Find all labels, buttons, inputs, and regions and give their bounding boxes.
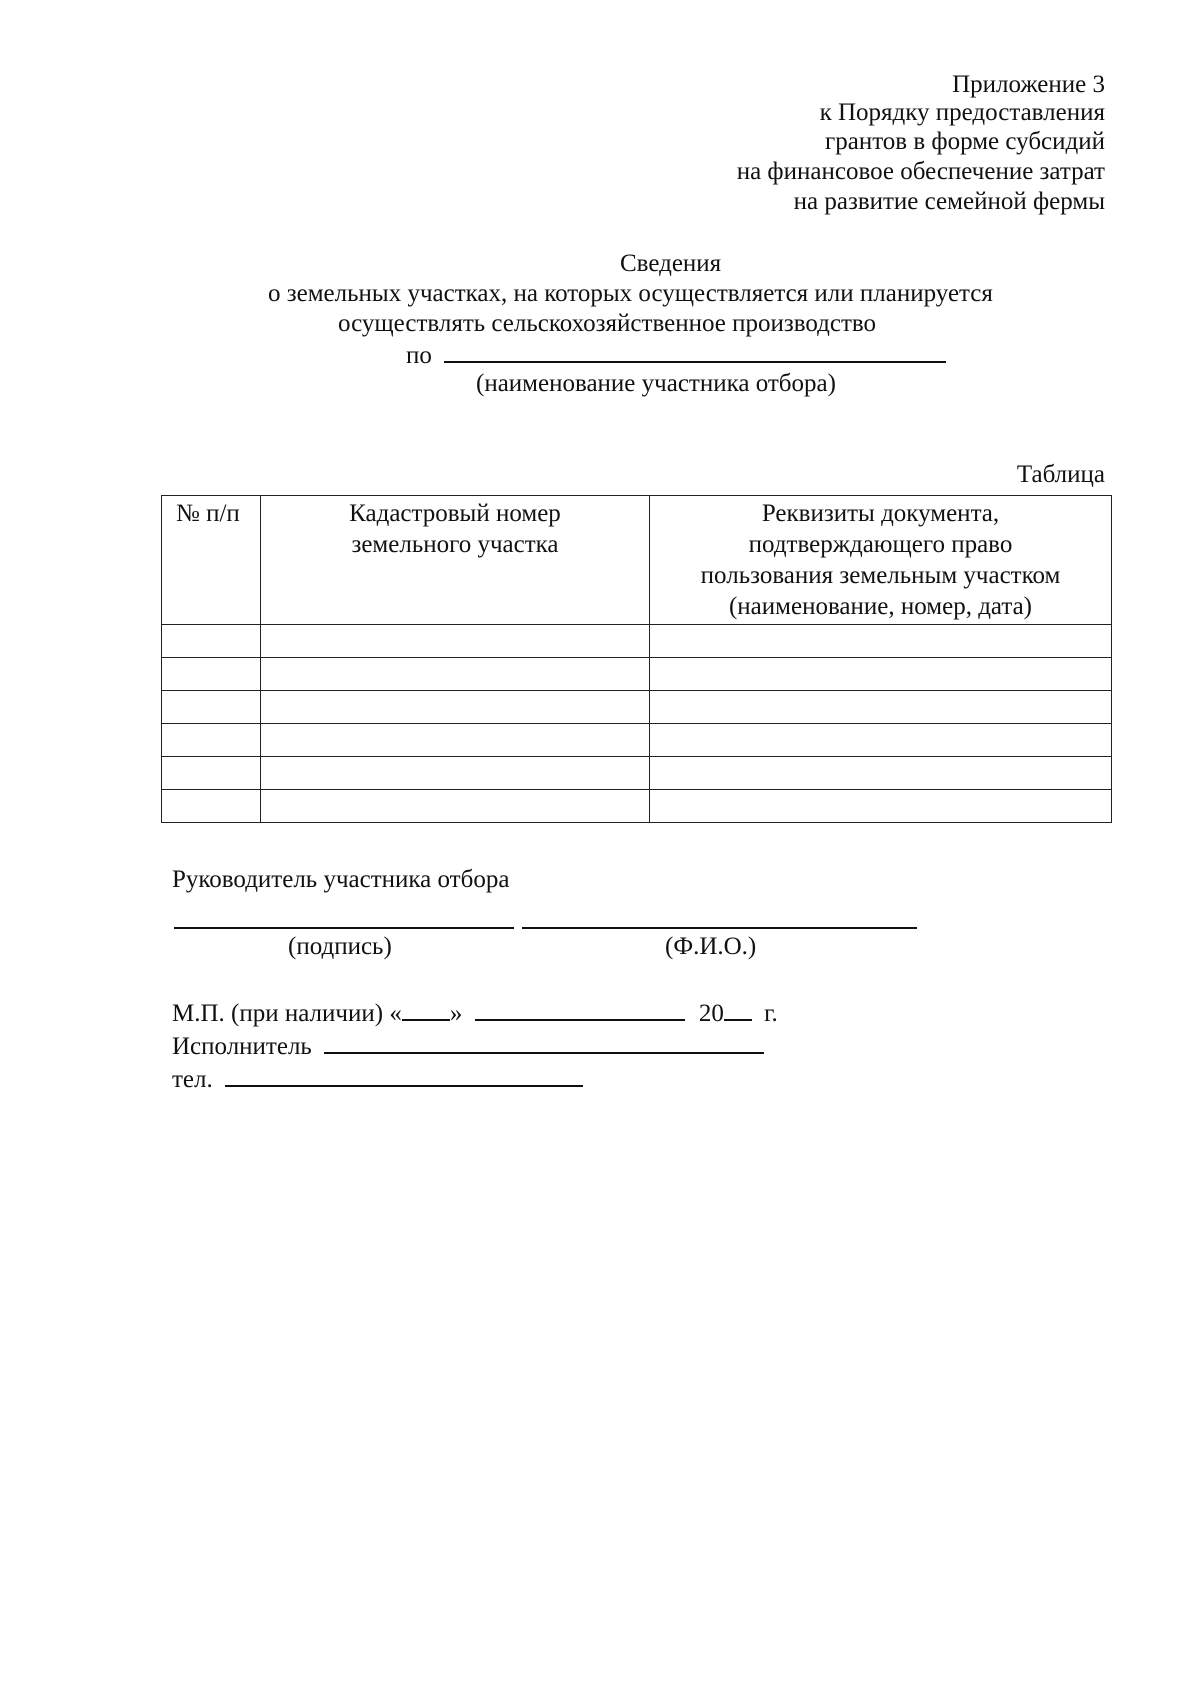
cell-document[interactable]: [650, 625, 1112, 658]
heading-line-2: осуществлять сельскохозяйственное производство: [338, 310, 877, 337]
header-document: [650, 496, 1112, 625]
cell-number[interactable]: [162, 790, 261, 823]
table-row: [162, 724, 1112, 757]
executor-line: [172, 1030, 764, 1062]
phone-field[interactable]: [225, 1063, 583, 1087]
table-label: Таблица: [1016, 461, 1105, 488]
full-name-caption: (Ф.И.О.): [665, 933, 757, 960]
day-field[interactable]: [402, 997, 450, 1021]
header-document-line-4: (наименование, номер, дата): [728, 593, 1033, 620]
land-plots-table: [161, 495, 1112, 823]
header-document-line-2: подтверждающего право: [748, 531, 1013, 558]
table-row: [162, 790, 1112, 823]
header-cadastral-line-2: земельного участка: [351, 531, 559, 558]
cell-number[interactable]: [162, 625, 261, 658]
participant-line: [406, 339, 946, 371]
cell-document[interactable]: [650, 790, 1112, 823]
year-field[interactable]: [724, 997, 752, 1021]
header-number: [162, 496, 261, 625]
cell-number[interactable]: [162, 724, 261, 757]
phone-label: тел.: [172, 1066, 213, 1093]
table-row: [162, 757, 1112, 790]
header-cadastral: [261, 496, 650, 625]
cell-number[interactable]: [162, 691, 261, 724]
signature-caption: (подпись): [288, 933, 392, 960]
document-title: Сведения: [620, 250, 722, 277]
header-document-line-1: Реквизиты документа,: [761, 500, 1000, 527]
cell-cadastral[interactable]: [261, 691, 650, 724]
appendix-line-2: грантов в форме субсидий: [824, 128, 1105, 155]
signature-field[interactable]: [174, 905, 514, 929]
quote-close: »: [449, 1000, 463, 1027]
heading-line-1: о земельных участках, на которых осуществляется или планируется: [268, 280, 993, 307]
year-label: 20: [698, 1000, 724, 1027]
head-label: Руководитель участника отбора: [172, 866, 510, 893]
table-header-row: [162, 496, 1112, 625]
phone-line: [172, 1063, 583, 1095]
appendix-line-3: на финансовое обеспечение затрат: [736, 158, 1105, 185]
header-document-line-3: пользования земельным участком: [700, 562, 1061, 589]
executor-label: Исполнитель: [172, 1033, 312, 1060]
cell-cadastral[interactable]: [261, 724, 650, 757]
table-row: [162, 658, 1112, 691]
cell-number[interactable]: [162, 658, 261, 691]
appendix-line-1: к Порядку предоставления: [819, 99, 1105, 126]
executor-field[interactable]: [324, 1030, 764, 1054]
header-number-text: № п/п: [176, 500, 240, 527]
full-name-field[interactable]: [522, 905, 917, 929]
cell-document[interactable]: [650, 724, 1112, 757]
cell-cadastral[interactable]: [261, 757, 650, 790]
cell-document[interactable]: [650, 658, 1112, 691]
cell-cadastral[interactable]: [261, 625, 650, 658]
month-field[interactable]: [475, 997, 685, 1021]
participant-caption: (наименование участника отбора): [476, 370, 836, 397]
cell-number[interactable]: [162, 757, 261, 790]
appendix-title: Приложение 3: [952, 71, 1105, 98]
stamp-label: М.П. (при наличии) «: [172, 1000, 402, 1027]
cell-document[interactable]: [650, 691, 1112, 724]
by-label: по: [406, 342, 432, 369]
year-suffix: г.: [764, 1000, 778, 1027]
table-row: [162, 625, 1112, 658]
cell-document[interactable]: [650, 757, 1112, 790]
cell-cadastral[interactable]: [261, 790, 650, 823]
appendix-line-4: на развитие семейной фермы: [793, 188, 1105, 215]
participant-name-field[interactable]: [444, 339, 946, 363]
table-row: [162, 691, 1112, 724]
header-cadastral-line-1: Кадастровый номер: [349, 500, 561, 527]
stamp-date-line: [172, 997, 778, 1029]
cell-cadastral[interactable]: [261, 658, 650, 691]
